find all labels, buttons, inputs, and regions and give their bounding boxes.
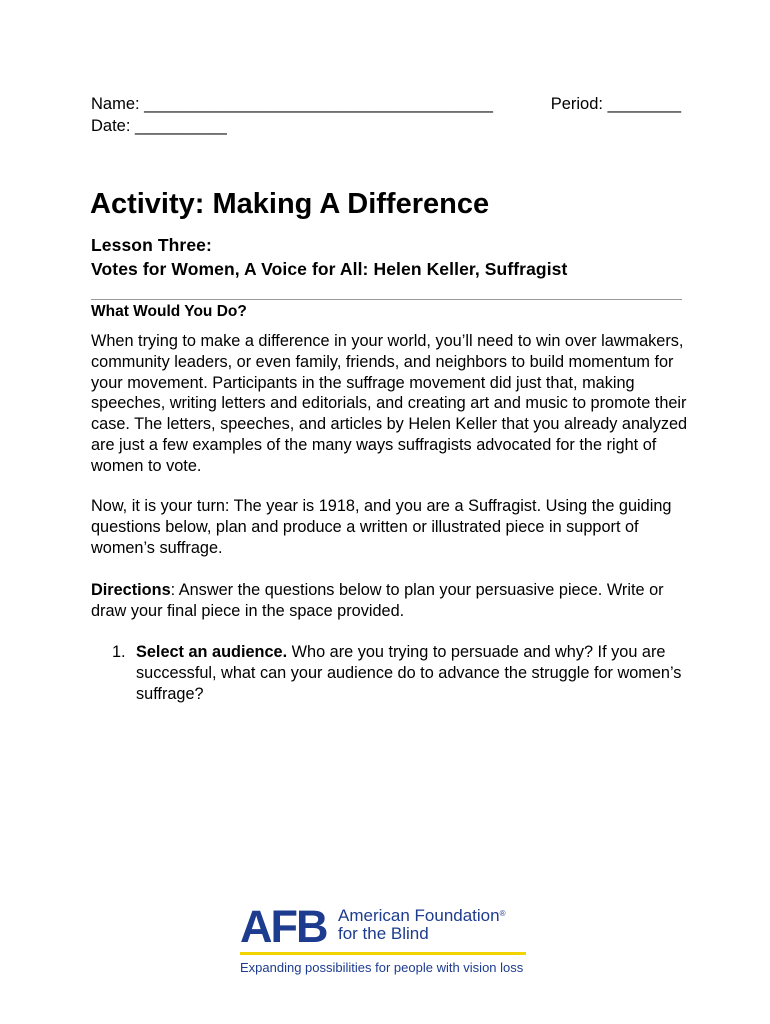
afb-logo-name xyxy=(338,907,538,943)
logo-tagline: Expanding possibilities for people with vision loss xyxy=(240,960,524,975)
section-heading: What Would You Do? xyxy=(91,303,247,320)
logo-accent-bar xyxy=(240,952,526,955)
directions-text: : Answer the questions below to plan your persuasive piece. Write or draw your final piece in the space provided. xyxy=(91,581,664,620)
question-text xyxy=(136,642,692,704)
registered-mark: ® xyxy=(499,909,506,918)
name-period-row xyxy=(91,93,681,115)
lesson-heading xyxy=(91,233,567,281)
directions-paragraph xyxy=(91,580,691,622)
question-body: Who are you trying to persuade and why? If you are successful, what can your audience do to advance the struggle for women’s suffrage? xyxy=(136,643,682,703)
name-line: Name: ______________________________________ xyxy=(91,95,493,113)
lesson-subtitle: Votes for Women, A Voice for All: Helen Keller, Suffragist xyxy=(91,259,568,279)
directions-label: Directions xyxy=(91,581,171,599)
date-line: Date: __________ xyxy=(91,117,227,135)
question-lead: Select an audience. xyxy=(136,643,288,661)
section-divider xyxy=(91,299,682,300)
afb-logo-mark: AFB xyxy=(240,901,327,952)
turn-paragraph: Now, it is your turn: The year is 1918, and you are a Suffragist. Using the guiding questions below, plan and produce a written or illustrated piece in support of women’s suffrage. xyxy=(91,497,672,557)
logo-name-line2: for the Blind xyxy=(338,924,429,943)
period-line: Period: ________ xyxy=(550,95,681,113)
intro-paragraph: When trying to make a difference in your world, you’ll need to win over lawmakers, community leaders, or even family, friends, and neighbors to build momentum for your movement. Participants in the suffrage movement did just that, making speeches, writing letters and editorials, and creating art and music to promote their case. The letters, speeches, and articles by Helen Keller that you already analyzed are just a few examples of the many ways suffragists advocated for the right of women to vote. xyxy=(91,332,688,475)
student-info-header xyxy=(91,93,691,137)
page-title: Activity: Making A Difference xyxy=(90,188,490,220)
logo-name-line1: American Foundation xyxy=(338,906,500,925)
question-list-item xyxy=(112,642,692,704)
lesson-number: Lesson Three: xyxy=(91,235,212,255)
question-number: 1. xyxy=(112,643,126,661)
afb-logo xyxy=(240,902,540,982)
